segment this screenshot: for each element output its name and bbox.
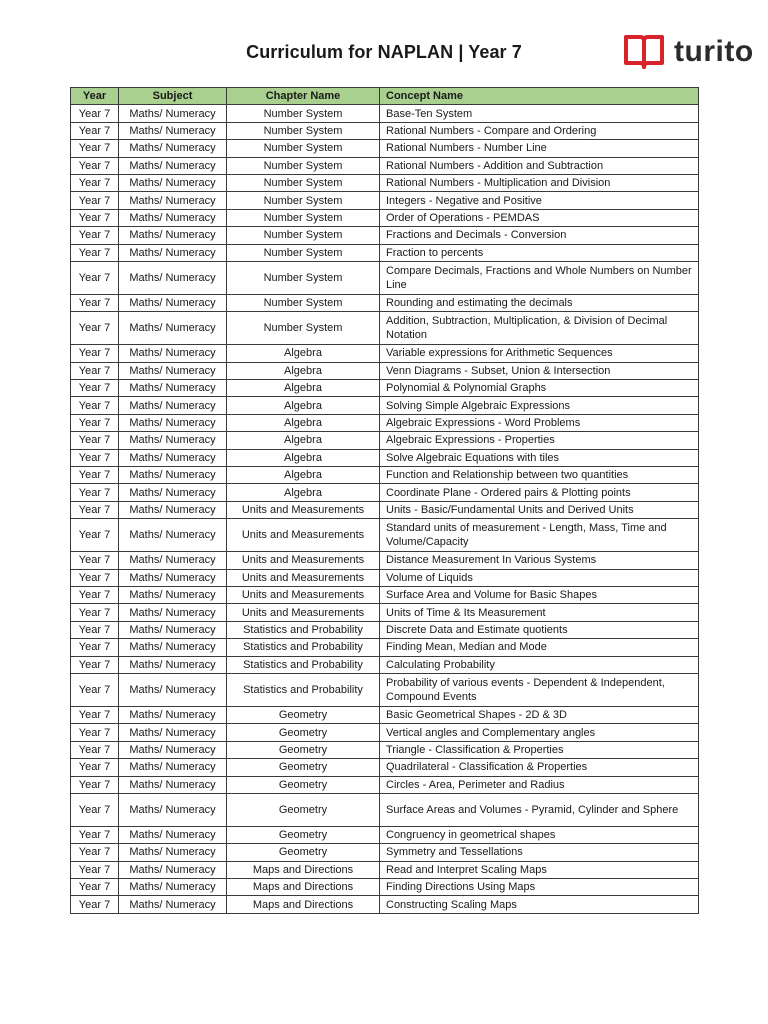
logo-wordmark: turito	[674, 35, 754, 68]
cell-chapter: Geometry	[227, 741, 380, 758]
cell-chapter: Number System	[227, 227, 380, 244]
book-logo-icon	[622, 33, 666, 71]
table-row	[71, 519, 699, 552]
table-row	[71, 209, 699, 226]
cell-concept: Base-Ten System	[380, 105, 699, 122]
cell-chapter: Algebra	[227, 484, 380, 501]
cell-subject: Maths/ Numeracy	[119, 501, 227, 518]
table-row	[71, 174, 699, 191]
cell-chapter: Number System	[227, 209, 380, 226]
cell-year: Year 7	[71, 192, 119, 209]
cell-year: Year 7	[71, 174, 119, 191]
cell-subject: Maths/ Numeracy	[119, 397, 227, 414]
table-row	[71, 244, 699, 261]
cell-subject: Maths/ Numeracy	[119, 261, 227, 294]
cell-concept: Surface Areas and Volumes - Pyramid, Cylinder and Sphere	[380, 793, 699, 826]
cell-subject: Maths/ Numeracy	[119, 244, 227, 261]
cell-subject: Maths/ Numeracy	[119, 586, 227, 603]
table-row	[71, 552, 699, 569]
cell-subject: Maths/ Numeracy	[119, 706, 227, 723]
cell-chapter: Geometry	[227, 826, 380, 843]
cell-year: Year 7	[71, 467, 119, 484]
cell-chapter: Number System	[227, 174, 380, 191]
cell-subject: Maths/ Numeracy	[119, 569, 227, 586]
cell-concept: Surface Area and Volume for Basic Shapes	[380, 586, 699, 603]
cell-concept: Rational Numbers - Addition and Subtraction	[380, 157, 699, 174]
cell-chapter: Number System	[227, 244, 380, 261]
cell-concept: Basic Geometrical Shapes - 2D & 3D	[380, 706, 699, 723]
cell-concept: Units of Time & Its Measurement	[380, 604, 699, 621]
cell-concept: Probability of various events - Dependent & Independent, Compound Events	[380, 673, 699, 706]
cell-year: Year 7	[71, 724, 119, 741]
turito-logo	[622, 32, 754, 72]
cell-concept: Volume of Liquids	[380, 569, 699, 586]
table-row	[71, 294, 699, 311]
cell-year: Year 7	[71, 449, 119, 466]
cell-year: Year 7	[71, 706, 119, 723]
cell-chapter: Algebra	[227, 467, 380, 484]
cell-concept: Integers - Negative and Positive	[380, 192, 699, 209]
table-row	[71, 896, 699, 913]
cell-subject: Maths/ Numeracy	[119, 826, 227, 843]
cell-chapter: Number System	[227, 140, 380, 157]
cell-concept: Order of Operations - PEMDAS	[380, 209, 699, 226]
cell-chapter: Statistics and Probability	[227, 673, 380, 706]
cell-concept: Units - Basic/Fundamental Units and Derived Units	[380, 501, 699, 518]
table-row	[71, 105, 699, 122]
table-row	[71, 776, 699, 793]
cell-chapter: Geometry	[227, 793, 380, 826]
cell-chapter: Number System	[227, 192, 380, 209]
cell-year: Year 7	[71, 621, 119, 638]
cell-concept: Solve Algebraic Equations with tiles	[380, 449, 699, 466]
cell-concept: Fraction to percents	[380, 244, 699, 261]
table-row	[71, 345, 699, 362]
table-row	[71, 741, 699, 758]
cell-subject: Maths/ Numeracy	[119, 776, 227, 793]
cell-subject: Maths/ Numeracy	[119, 896, 227, 913]
cell-chapter: Maps and Directions	[227, 861, 380, 878]
cell-concept: Function and Relationship between two quantities	[380, 467, 699, 484]
table-row	[71, 397, 699, 414]
table-row	[71, 759, 699, 776]
cell-year: Year 7	[71, 741, 119, 758]
cell-year: Year 7	[71, 569, 119, 586]
cell-year: Year 7	[71, 484, 119, 501]
table-row	[71, 793, 699, 826]
table-row	[71, 261, 699, 294]
cell-year: Year 7	[71, 261, 119, 294]
cell-concept: Vertical angles and Complementary angles	[380, 724, 699, 741]
cell-chapter: Maps and Directions	[227, 879, 380, 896]
table-row	[71, 569, 699, 586]
cell-year: Year 7	[71, 826, 119, 843]
cell-year: Year 7	[71, 105, 119, 122]
cell-year: Year 7	[71, 140, 119, 157]
cell-subject: Maths/ Numeracy	[119, 741, 227, 758]
cell-concept: Solving Simple Algebraic Expressions	[380, 397, 699, 414]
cell-concept: Congruency in geometrical shapes	[380, 826, 699, 843]
cell-concept: Algebraic Expressions - Properties	[380, 432, 699, 449]
cell-subject: Maths/ Numeracy	[119, 209, 227, 226]
curriculum-table	[70, 87, 699, 914]
cell-chapter: Statistics and Probability	[227, 639, 380, 656]
cell-subject: Maths/ Numeracy	[119, 105, 227, 122]
table-row	[71, 227, 699, 244]
cell-chapter: Geometry	[227, 844, 380, 861]
cell-subject: Maths/ Numeracy	[119, 621, 227, 638]
cell-chapter: Algebra	[227, 414, 380, 431]
cell-chapter: Number System	[227, 122, 380, 139]
cell-year: Year 7	[71, 776, 119, 793]
table-row	[71, 861, 699, 878]
header-concept: Concept Name	[380, 88, 699, 105]
cell-year: Year 7	[71, 861, 119, 878]
cell-subject: Maths/ Numeracy	[119, 192, 227, 209]
cell-chapter: Units and Measurements	[227, 519, 380, 552]
cell-concept: Circles - Area, Perimeter and Radius	[380, 776, 699, 793]
cell-subject: Maths/ Numeracy	[119, 673, 227, 706]
cell-subject: Maths/ Numeracy	[119, 122, 227, 139]
table-row	[71, 414, 699, 431]
cell-concept: Symmetry and Tessellations	[380, 844, 699, 861]
cell-concept: Standard units of measurement - Length, Mass, Time and Volume/Capacity	[380, 519, 699, 552]
cell-concept: Triangle - Classification & Properties	[380, 741, 699, 758]
cell-chapter: Number System	[227, 261, 380, 294]
cell-subject: Maths/ Numeracy	[119, 227, 227, 244]
cell-subject: Maths/ Numeracy	[119, 414, 227, 431]
table-row	[71, 362, 699, 379]
cell-concept: Compare Decimals, Fractions and Whole Numbers on Number Line	[380, 261, 699, 294]
cell-year: Year 7	[71, 879, 119, 896]
cell-year: Year 7	[71, 673, 119, 706]
cell-subject: Maths/ Numeracy	[119, 656, 227, 673]
cell-concept: Variable expressions for Arithmetic Sequences	[380, 345, 699, 362]
table-row	[71, 140, 699, 157]
table-row	[71, 122, 699, 139]
cell-chapter: Units and Measurements	[227, 569, 380, 586]
cell-concept: Distance Measurement In Various Systems	[380, 552, 699, 569]
cell-subject: Maths/ Numeracy	[119, 362, 227, 379]
table-row	[71, 380, 699, 397]
cell-year: Year 7	[71, 844, 119, 861]
cell-year: Year 7	[71, 656, 119, 673]
table-row	[71, 639, 699, 656]
cell-concept: Fractions and Decimals - Conversion	[380, 227, 699, 244]
cell-chapter: Algebra	[227, 397, 380, 414]
cell-year: Year 7	[71, 122, 119, 139]
cell-chapter: Geometry	[227, 759, 380, 776]
cell-subject: Maths/ Numeracy	[119, 604, 227, 621]
cell-year: Year 7	[71, 380, 119, 397]
cell-chapter: Maps and Directions	[227, 896, 380, 913]
cell-concept: Algebraic Expressions - Word Problems	[380, 414, 699, 431]
table-row	[71, 484, 699, 501]
cell-concept: Read and Interpret Scaling Maps	[380, 861, 699, 878]
cell-chapter: Algebra	[227, 380, 380, 397]
cell-year: Year 7	[71, 345, 119, 362]
table-row	[71, 501, 699, 518]
cell-year: Year 7	[71, 501, 119, 518]
cell-chapter: Algebra	[227, 362, 380, 379]
table-row	[71, 604, 699, 621]
cell-year: Year 7	[71, 896, 119, 913]
cell-subject: Maths/ Numeracy	[119, 467, 227, 484]
cell-subject: Maths/ Numeracy	[119, 380, 227, 397]
table-row	[71, 673, 699, 706]
cell-chapter: Units and Measurements	[227, 552, 380, 569]
cell-concept: Constructing Scaling Maps	[380, 896, 699, 913]
cell-year: Year 7	[71, 227, 119, 244]
table-row	[71, 656, 699, 673]
cell-chapter: Units and Measurements	[227, 501, 380, 518]
cell-subject: Maths/ Numeracy	[119, 432, 227, 449]
cell-year: Year 7	[71, 312, 119, 345]
cell-year: Year 7	[71, 362, 119, 379]
table-header-row	[71, 88, 699, 105]
cell-year: Year 7	[71, 586, 119, 603]
header-subject: Subject	[119, 88, 227, 105]
cell-chapter: Algebra	[227, 432, 380, 449]
cell-chapter: Units and Measurements	[227, 604, 380, 621]
cell-subject: Maths/ Numeracy	[119, 345, 227, 362]
table-row	[71, 312, 699, 345]
cell-subject: Maths/ Numeracy	[119, 759, 227, 776]
cell-chapter: Number System	[227, 105, 380, 122]
cell-chapter: Statistics and Probability	[227, 656, 380, 673]
cell-year: Year 7	[71, 432, 119, 449]
cell-subject: Maths/ Numeracy	[119, 174, 227, 191]
cell-concept: Coordinate Plane - Ordered pairs & Plotting points	[380, 484, 699, 501]
header-year: Year	[71, 88, 119, 105]
table-row	[71, 157, 699, 174]
cell-subject: Maths/ Numeracy	[119, 639, 227, 656]
cell-concept: Addition, Subtraction, Multiplication, & Division of Decimal Notation	[380, 312, 699, 345]
cell-subject: Maths/ Numeracy	[119, 552, 227, 569]
cell-year: Year 7	[71, 209, 119, 226]
cell-subject: Maths/ Numeracy	[119, 861, 227, 878]
cell-concept: Rational Numbers - Number Line	[380, 140, 699, 157]
cell-chapter: Units and Measurements	[227, 586, 380, 603]
cell-concept: Quadrilateral - Classification & Properties	[380, 759, 699, 776]
cell-year: Year 7	[71, 244, 119, 261]
table-row	[71, 586, 699, 603]
cell-subject: Maths/ Numeracy	[119, 519, 227, 552]
table-row	[71, 449, 699, 466]
cell-year: Year 7	[71, 397, 119, 414]
cell-chapter: Geometry	[227, 724, 380, 741]
cell-subject: Maths/ Numeracy	[119, 844, 227, 861]
cell-chapter: Statistics and Probability	[227, 621, 380, 638]
cell-concept: Finding Directions Using Maps	[380, 879, 699, 896]
cell-year: Year 7	[71, 519, 119, 552]
table-row	[71, 621, 699, 638]
cell-chapter: Number System	[227, 294, 380, 311]
cell-year: Year 7	[71, 157, 119, 174]
table-row	[71, 706, 699, 723]
cell-year: Year 7	[71, 759, 119, 776]
table-row	[71, 192, 699, 209]
cell-chapter: Number System	[227, 157, 380, 174]
cell-year: Year 7	[71, 604, 119, 621]
cell-subject: Maths/ Numeracy	[119, 879, 227, 896]
cell-year: Year 7	[71, 793, 119, 826]
page-title: Curriculum for NAPLAN | Year 7	[246, 42, 522, 62]
cell-chapter: Geometry	[227, 776, 380, 793]
cell-concept: Venn Diagrams - Subset, Union & Intersection	[380, 362, 699, 379]
cell-year: Year 7	[71, 639, 119, 656]
table-row	[71, 432, 699, 449]
cell-concept: Discrete Data and Estimate quotients	[380, 621, 699, 638]
cell-subject: Maths/ Numeracy	[119, 724, 227, 741]
cell-year: Year 7	[71, 414, 119, 431]
cell-subject: Maths/ Numeracy	[119, 449, 227, 466]
cell-concept: Rounding and estimating the decimals	[380, 294, 699, 311]
cell-chapter: Algebra	[227, 449, 380, 466]
cell-subject: Maths/ Numeracy	[119, 294, 227, 311]
cell-year: Year 7	[71, 552, 119, 569]
cell-year: Year 7	[71, 294, 119, 311]
table-row	[71, 467, 699, 484]
cell-concept: Calculating Probability	[380, 656, 699, 673]
cell-subject: Maths/ Numeracy	[119, 484, 227, 501]
cell-subject: Maths/ Numeracy	[119, 793, 227, 826]
cell-chapter: Algebra	[227, 345, 380, 362]
cell-subject: Maths/ Numeracy	[119, 157, 227, 174]
table-row	[71, 826, 699, 843]
cell-concept: Rational Numbers - Compare and Ordering	[380, 122, 699, 139]
table-row	[71, 724, 699, 741]
cell-concept: Rational Numbers - Multiplication and Division	[380, 174, 699, 191]
cell-subject: Maths/ Numeracy	[119, 140, 227, 157]
cell-concept: Finding Mean, Median and Mode	[380, 639, 699, 656]
cell-concept: Polynomial & Polynomial Graphs	[380, 380, 699, 397]
table-row	[71, 844, 699, 861]
table-row	[71, 879, 699, 896]
cell-chapter: Number System	[227, 312, 380, 345]
header-chapter: Chapter Name	[227, 88, 380, 105]
cell-chapter: Geometry	[227, 706, 380, 723]
cell-subject: Maths/ Numeracy	[119, 312, 227, 345]
